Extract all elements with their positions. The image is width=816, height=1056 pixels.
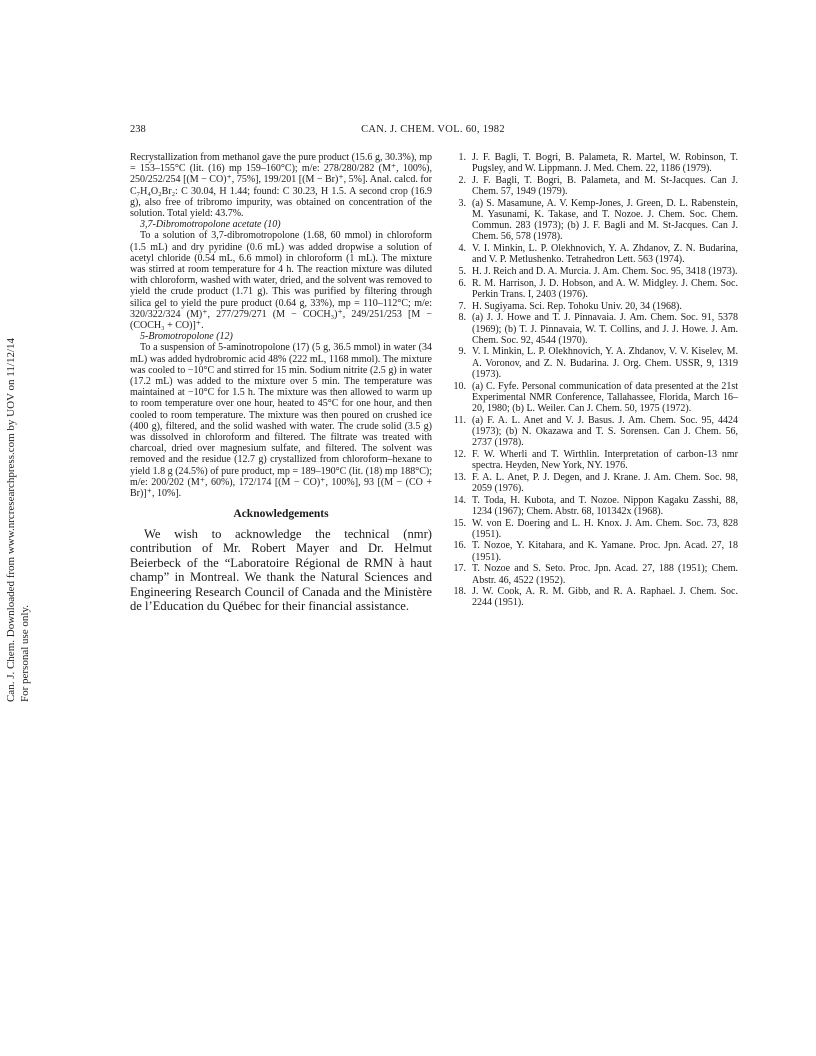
reference-item [446,472,738,494]
reference-text: J. F. Bagli, T. Bogri, B. Palameta, and M. St-Jacques. Can J. Chem. 57, 1949 (1979). [472,174,738,198]
running-head: CAN. J. CHEM. VOL. 60, 1982 [361,124,505,135]
reference-item [446,381,738,415]
acknowledgements-body: We wish to acknowledge the technical (nmr) contribution of Mr. Robert Mayer and Dr. Helmut Beierbeck of the “Laboratoire Régional de RMN à haut champ” in Montreal. We thank the Natural Sciences and Engineering Research Council of Canada and the Ministère de l’Education du Québec for their financial assistance. [130,526,432,614]
reference-text: J. W. Cook, A. R. M. Gibb, and R. A. Raphael. J. Chem. Soc. 2244 (1951). [472,586,738,609]
left-column [130,152,432,614]
reference-item [446,449,738,471]
reference-item [446,301,738,312]
watermark-line-2: For personal use only. [19,604,31,703]
reference-number: 6. [458,277,466,289]
reference-number: 12. [453,448,466,460]
reference-number: 14. [453,494,466,506]
reference-number: 18. [453,586,466,598]
compound-heading-10: 3,7-Dibromotropolone acetate (10) [140,219,281,231]
reference-number: 11. [453,414,466,426]
reference-number: 2. [458,174,466,186]
reference-item [446,243,738,265]
watermark-line-1: Can. J. Chem. Downloaded from www.nrcresearchpress.com by UOV on 11/12/14 [5,337,17,703]
reference-item [446,495,738,517]
reference-text: V. I. Minkin, L. P. Olekhnovich, Y. A. Zhdanov, V. V. Kiselev, M. A. Voronov, and Z. N. Budarina. J. Org. Chem. USSR, 9, 1319 (1973). [472,346,738,380]
reference-number: 3. [458,197,466,209]
reference-item [446,266,738,277]
reference-item [446,152,738,174]
reference-text: F. A. L. Anet, P. J. Degen, and J. Krane. J. Am. Chem. Soc. 98, 2059 (1976). [472,471,738,494]
reference-text: T. Nozoe and S. Seto. Proc. Jpn. Acad. 27, 188 (1951); Chem. Abstr. 46, 4522 (1952). [472,563,738,586]
reference-text: H. Sugiyama. Sci. Rep. Tohoku Univ. 20, 34 (1968). [472,300,682,312]
reference-text: J. F. Bagli, T. Bogri, B. Palameta, R. Martel, W. Robinson, T. Pugsley, and W. Lippmann. J. Med. Chem. 22, 1186 (1979). [472,152,738,175]
reference-number: 9. [458,346,466,358]
reference-item [446,278,738,300]
reference-text: W. von E. Doering and L. H. Knox. J. Am. Chem. Soc. 73, 828 (1951). [472,517,738,540]
reference-number: 10. [453,380,466,392]
reference-number: 15. [453,517,466,529]
reference-text: R. M. Harrison, J. D. Hobson, and A. W. Midgley. J. Chem. Soc. Perkin Trans. I, 2403 (1976). [472,277,738,300]
reference-item [446,312,738,346]
acknowledgements-heading: Acknowledgements [233,508,329,521]
reference-item [446,415,738,449]
reference-number: 7. [458,300,466,312]
reference-item [446,198,738,243]
page-header [130,124,736,140]
reference-number: 13. [453,471,466,483]
experimental-paragraph-3: To a suspension of 5-aminotropolone (17) (5 g, 36.5 mmol) in water (34 mL) was added hydrobromic acid 48% (222 mL, 1168 mmol). The mixture was cooled to −10°C and stirred for 15 min. Sodium nitrite (2.5 g) in water (17.2 mL) was added to the mixture over 5 min. The temperature was maintained at −10°C for 1.5 h. The mixture was then allowed to warm up to room temperature over one hour, heated to 45°C for one hour, and then cooled to room temperature. The mixture was then poured on crushed ice (400 g), filtered, and the solid washed with water. The crude solid (3.5 g) was dissolved in chloroform and filtered. The filtrate was treated with charcoal, dried over magnesium sulfate, and filtered. The solvent was removed and the residue (12.7 g) crystallized from chloroform–hexane to yield 1.8 g (24.5%) of pure product, mp = 189–190°C (lit. (18) mp 188°C); m/e: 200/202 (M⁺, 60%), 172/174 [(M − CO)⁺, 100%], 93 [(M − (CO + Br)]⁺, 10%]. [130,342,432,500]
reference-item [446,586,738,608]
reference-number: 17. [453,563,466,575]
reference-item [446,346,738,380]
page-number: 238 [130,124,146,135]
reference-text: (a) C. Fyfe. Personal communication of data presented at the 21st Experimental NMR Conference, Tallahassee, Florida, March 16–20, 1980; (b) L. Weiler. Can J. Chem. 50, 1975 (1972). [472,380,738,414]
experimental-paragraph-2: To a solution of 3,7-dibromotropolone (1.68, 60 mmol) in chloroform (1.5 mL) and dry pyridine (0.6 mL) was added dropwise a solution of acetyl chloride (0.54 mL, 6.6 mmol) in chloroform (1 mL). The mixture was stirred at room temperature for 4 h. The reaction mixture was diluted with chloroform, washed with water, dried, and the solvent was removed to yield the crude product (1.71 g). This was purified by filtering through silica gel to yield the pure product (0.64 g, 33%), mp = 110–112°C; m/e: 320/322/324 (M)⁺, 277/279/271 (M − COCH₃)⁺, 249/251/253 [M − (COCH₃ + CO)]⁺. [130,230,432,332]
reference-number: 1. [458,152,466,163]
references-list [446,152,738,609]
reference-item [446,563,738,585]
reference-text: (a) F. A. L. Anet and V. J. Basus. J. Am. Chem. Soc. 95, 4424 (1973); (b) N. Okazawa and T. S. Sorensen. Can J. Chem. 56, 2737 (1978). [472,414,738,449]
reference-text: F. W. Wherli and T. Wirthlin. Interpretation of carbon-13 nmr spectra. Heyden, New York, NY. 1976. [472,448,738,471]
reference-number: 5. [458,266,466,278]
reference-text: (a) J. J. Howe and T. J. Pinnavaia. J. Am. Chem. Soc. 91, 5378 (1969); (b) T. J. Pinnavaia, W. T. Collins, and J. J. Howe. J. Am. Chem. Soc. 92, 4544 (1970). [472,312,738,346]
reference-number: 4. [458,243,466,255]
experimental-paragraph-1: Recrystallization from methanol gave the pure product (15.6 g, 30.3%), mp = 153–155°C (lit. (16) mp 159–160°C); m/e: 278/280/282 (M⁺, 100%), 250/252/254 [(M − CO)⁺, 75%], 199/201 [(M − Br)⁺, 5%]. Anal. calcd. for C₇H₄O₂Br₂: C 30.04, H 1.44; found: C 30.23, H 1.5. A second crop (16.9 g), also free of tribromo impurity, was obtained on concentration of the solution. Total yield: 43.7%. [130,152,432,220]
compound-heading-12: 5-Bromotropolone (12) [140,331,233,343]
reference-text: V. I. Minkin, L. P. Olekhnovich, Y. A. Zhdanov, Z. N. Budarina, and V. P. Metlushenko. Tetrahedron Lett. 563 (1974). [472,243,738,266]
reference-text: T. Toda, H. Kubota, and T. Nozoe. Nippon Kagaku Zasshi, 88, 1234 (1967); Chem. Abstr. 68, 101342x (1968). [472,494,738,517]
reference-item [446,175,738,197]
reference-number: 8. [458,312,466,324]
reference-item [446,518,738,540]
reference-item [446,540,738,562]
reference-text: (a) S. Masamune, A. V. Kemp-Jones, J. Green, D. L. Rabenstein, M. Yasunami, K. Takase, and T. Nozoe. J. Chem. Soc. Chem. Commun. 283 (1973); (b) J. F. Bagli and M. St-Jacques. Can J. Chem. 56, 578 (1978). [472,197,738,243]
reference-text: T. Nozoe, Y. Kitahara, and K. Yamane. Proc. Jpn. Acad. 27, 18 (1951). [472,540,738,563]
download-watermark [4,337,38,703]
reference-number: 16. [453,540,466,552]
reference-text: H. J. Reich and D. A. Murcia. J. Am. Chem. Soc. 95, 3418 (1973). [472,266,738,278]
